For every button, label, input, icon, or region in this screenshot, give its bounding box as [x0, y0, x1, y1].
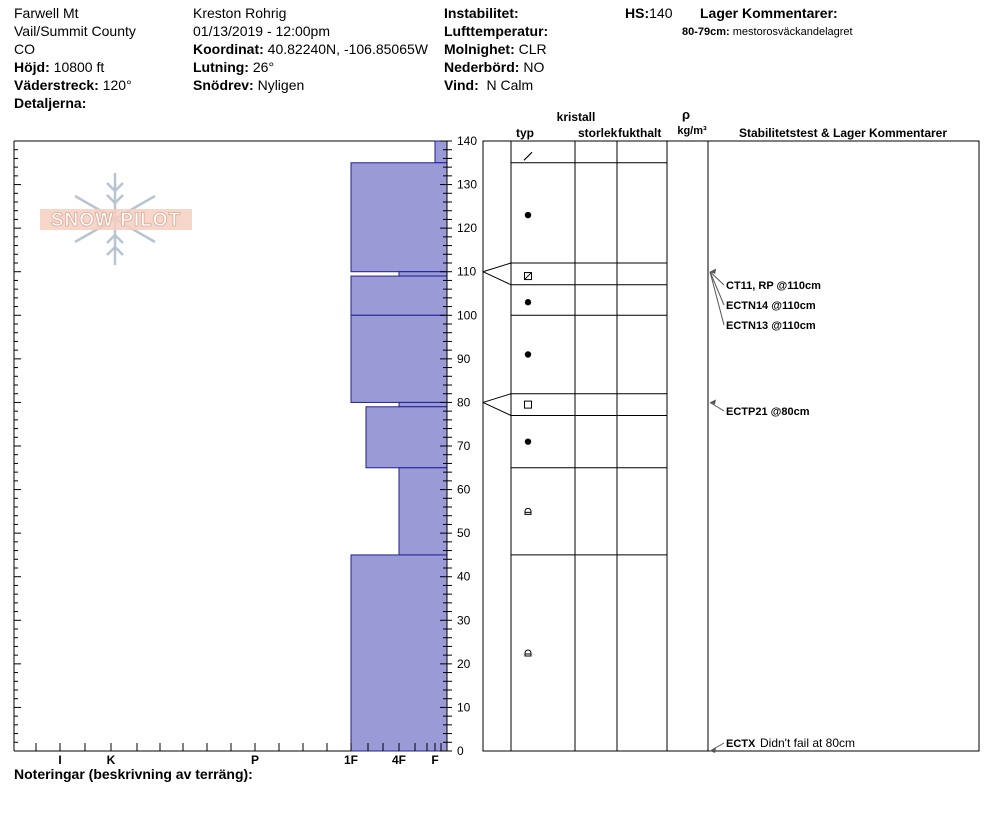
precip-value: NO: [523, 59, 545, 75]
depth-tick-label: 80: [457, 395, 471, 410]
depth-tick-label: 50: [457, 526, 471, 541]
depth-tick-label: 70: [457, 439, 471, 453]
hardness-bar: [399, 468, 447, 555]
depth-tick-label: 40: [457, 569, 471, 584]
hardness-bar: [399, 272, 447, 276]
grain-square-icon: [525, 401, 532, 408]
sky-value: CLR: [518, 41, 547, 57]
depth-tick-label: 120: [457, 221, 478, 236]
stability-test: [710, 736, 855, 753]
grain-arch-icon: [525, 650, 531, 656]
slope-label: Lutning:: [193, 59, 249, 75]
coord-label: Koordinat:: [193, 41, 264, 57]
wind-value: N Calm: [486, 77, 534, 93]
location: Farwell Mt: [14, 5, 79, 21]
stability-test: [710, 269, 821, 292]
test-label: ECTN14 @110cm: [726, 300, 816, 312]
hardness-label: 4F: [391, 753, 407, 767]
stability-test: [710, 399, 810, 418]
hardness-label: F: [431, 753, 439, 767]
hardness-label: I: [58, 753, 62, 767]
hardness-bar: [351, 315, 447, 402]
crystal-header: kristall: [556, 110, 596, 124]
hardness-bar: [366, 407, 447, 468]
hardness-bar: [435, 141, 447, 163]
area: Vail/Summit County: [14, 23, 136, 39]
test-arrow-line: [710, 743, 724, 751]
observer: Kreston Rohrig: [193, 5, 287, 21]
aspect-value: 120°: [102, 77, 132, 93]
aspect-label: Väderstreck:: [14, 77, 99, 93]
coord-value: 40.82240N, -106.85065W: [267, 41, 428, 57]
depth-tick-label: 130: [457, 177, 478, 192]
stability-header: Stabilitetstest & Lager Kommentarer: [738, 126, 948, 140]
test-label: CT11, RP @110cm: [726, 280, 821, 292]
test-arrow-line: [710, 272, 724, 325]
crystal-symbols: [524, 152, 532, 656]
depth-tick-label: 90: [457, 351, 471, 366]
grain-dot-icon: [525, 438, 531, 444]
grain-square-cross-icon: [525, 273, 532, 280]
hardness-bars: [351, 141, 447, 751]
grain-dot-icon: [525, 299, 531, 305]
grain-arch-part: [525, 650, 531, 656]
layer-comment-range: 80-79cm:: [682, 26, 730, 38]
depth-tick-label: 20: [457, 656, 471, 671]
depth-tick-label: 140: [457, 134, 478, 148]
layer-comments-label: Lager Kommentarer:: [700, 5, 838, 21]
notes-label: Noteringar (beskrivning av terräng):: [14, 766, 253, 782]
precip-label: Nederbörd:: [444, 59, 520, 75]
rho-header: ρ: [681, 107, 691, 122]
density-unit-header: kg/m³: [677, 125, 707, 137]
layer-connector: [483, 402, 511, 415]
layer-comment-text: mestorosväckandelagret: [732, 26, 853, 38]
grain-dot-icon: [525, 212, 531, 218]
hardness-bar: [351, 163, 447, 272]
slope-value: 26°: [252, 59, 275, 75]
test-label: ECTN13 @110cm: [726, 320, 816, 332]
hs-value: 140: [649, 5, 673, 21]
test-label: ECTP21 @80cm: [726, 406, 810, 418]
hardness-bar: [351, 555, 447, 751]
grain-slash-icon: [524, 152, 532, 160]
depth-tick-label: 110: [457, 264, 477, 279]
grain-arch-part: [525, 508, 531, 514]
airtemp-label: Lufttemperatur:: [444, 23, 549, 39]
moisture-header: fukthalt: [618, 126, 662, 140]
hardness-bar: [399, 402, 447, 406]
drift-value: Nyligen: [257, 77, 305, 93]
state: CO: [14, 41, 35, 57]
wind-label: Vind:: [444, 77, 479, 93]
depth-tick-label: 10: [457, 700, 471, 715]
depth-tick-label: 30: [457, 613, 471, 628]
test-label: ECTX: [726, 738, 756, 750]
hs-label: HS:: [625, 5, 650, 21]
hardness-labels: [58, 753, 438, 767]
layer-table-frame: [483, 141, 979, 751]
details-label: Detaljerna:: [14, 95, 87, 111]
layer-connector: [483, 272, 511, 285]
snowpilot-logo: [40, 173, 192, 265]
hardness-label: P: [250, 753, 260, 767]
hardness-label: K: [106, 753, 116, 767]
elevation-value: 10800 ft: [53, 59, 105, 75]
stability-tests: [710, 269, 855, 753]
type-header: typ: [516, 126, 534, 140]
depth-tick-label: 0: [457, 744, 464, 758]
sky-label: Molnighet:: [444, 41, 515, 57]
grain-dot-icon: [525, 351, 531, 357]
drift-label: Snödrev:: [193, 77, 254, 93]
depth-tick-label: 60: [457, 482, 471, 497]
depth-tick-label: 100: [457, 308, 478, 323]
datetime: 01/13/2019 - 12:00pm: [193, 23, 330, 39]
layer-connector: [483, 394, 511, 403]
logo-text: SNOW PILOT: [50, 210, 182, 231]
layer-connector: [483, 263, 511, 272]
arrow-head-icon: [710, 399, 716, 404]
instability-label: Instabilitet:: [444, 5, 519, 21]
grain-cross-part: [525, 273, 532, 280]
test-arrow-line: [710, 402, 724, 411]
hardness-bar: [351, 276, 447, 315]
hardness-label: 1F: [343, 753, 359, 767]
size-header: storlek: [578, 126, 618, 140]
elevation-label: Höjd:: [14, 59, 50, 75]
test-comment: Didn't fail at 80cm: [760, 736, 855, 750]
grain-arch-icon: [525, 508, 531, 514]
